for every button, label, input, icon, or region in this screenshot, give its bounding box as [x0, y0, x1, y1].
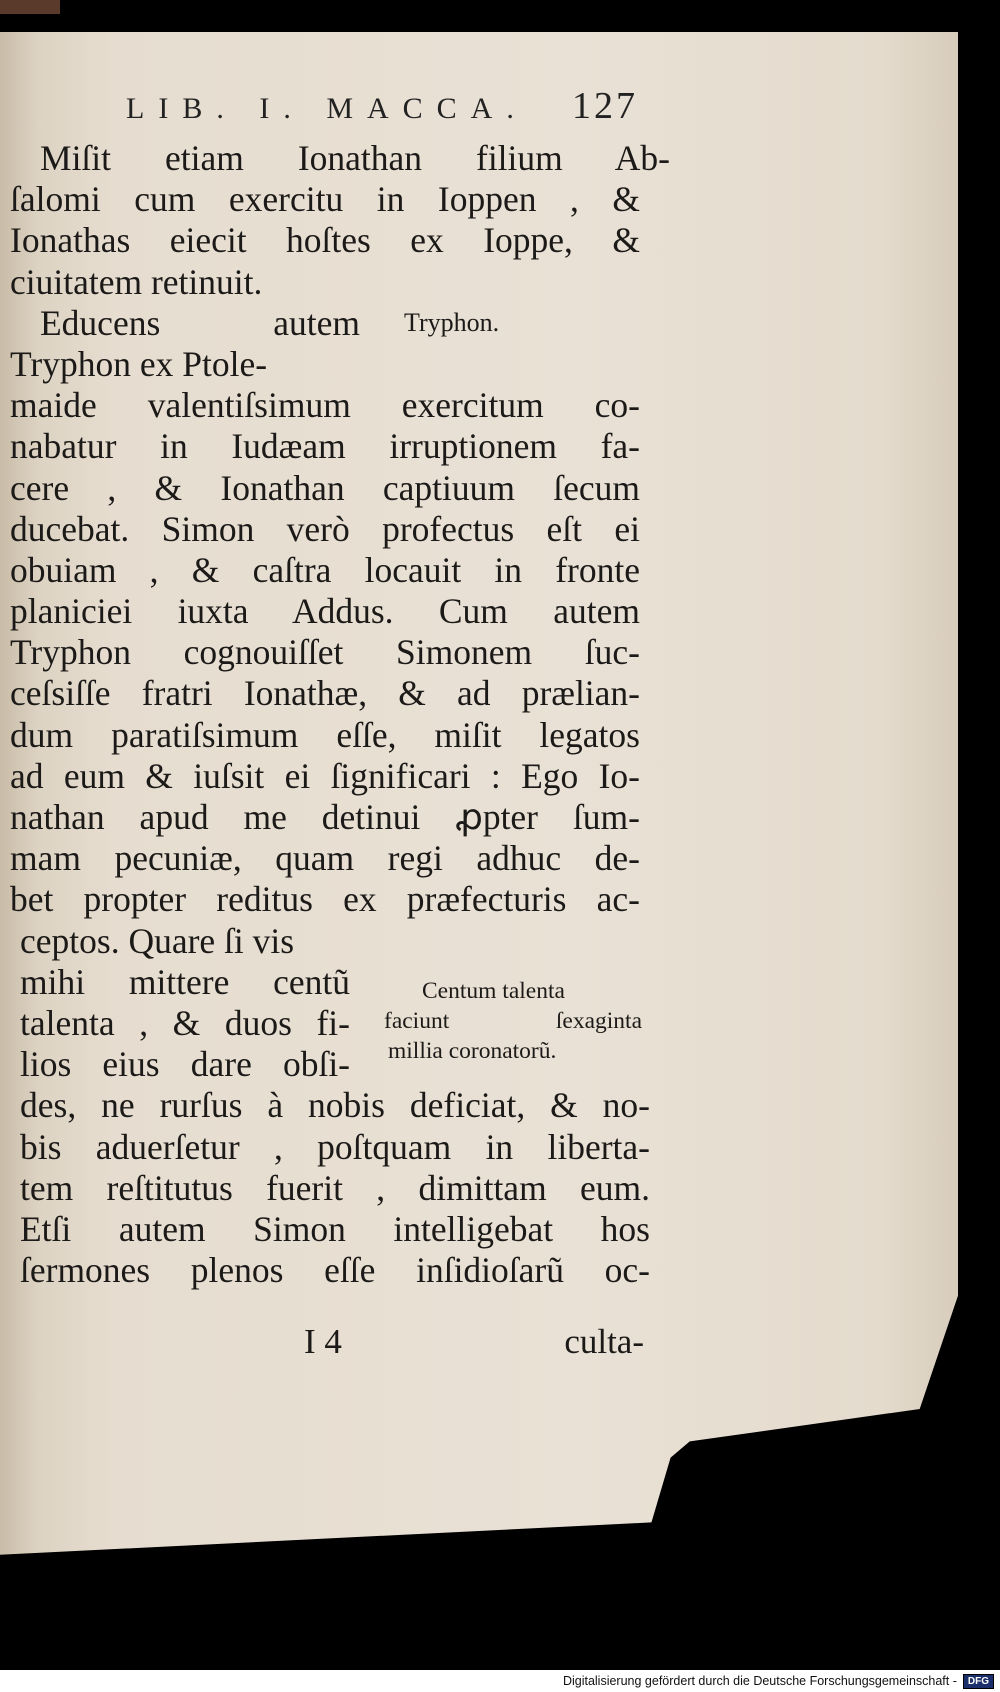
text-line: dum paratiſsimum eſſe, miſit legatos	[10, 714, 640, 755]
text-line: ciuitatem retinuit.	[10, 261, 263, 302]
text-line: ducebat. Simon verò profectus eſt ei	[10, 508, 640, 549]
text-line: maide valentiſsimum exercitum co-	[10, 385, 640, 426]
text-line: ceſsiſſe fratri Ionathæ, & ad prælian-	[10, 673, 640, 714]
text-line: ſalomi cum exercitu in Ioppen , &	[10, 179, 640, 220]
marginal-note-talenta	[384, 976, 644, 1066]
footer-credit: Digitalisierung gefördert durch die Deutsche Forschungsgemeinschaft -	[562, 1674, 957, 1688]
text-line: tem reſtitutus fuerit , dimittam eum.	[20, 1167, 650, 1208]
text-line: planiciei iuxta Addus. Cum autem	[10, 591, 640, 632]
main-text	[10, 138, 670, 1291]
text-line: Ionathas eiecit hoſtes ex Ioppe, &	[10, 220, 640, 261]
text-line: bet propter reditus ex præfecturis ac-	[10, 879, 640, 920]
text-line: bis aduerſetur , poſtquam in liberta-	[20, 1126, 650, 1167]
text-line: nabatur in Iudæam irruptionem fa-	[10, 426, 640, 467]
text-line: nathan apud me detinui ꝓpter ſum-	[10, 797, 640, 837]
marginal-line: faciunt ſexaginta	[384, 1008, 642, 1034]
running-head	[126, 84, 638, 128]
dfg-logo: DFG	[963, 1674, 994, 1689]
signature-mark: I 4	[304, 1322, 342, 1361]
text-line: Etſi autem Simon intelligebat hos	[20, 1208, 650, 1249]
text-line: lios eius dare obſi-	[20, 1044, 350, 1085]
text-line: mihi mittere centũ	[20, 961, 350, 1002]
text-line: ad eum & iuſsit ei ſignificari : Ego Io-	[10, 755, 640, 796]
marginal-note-tryphon: Tryphon.	[404, 308, 500, 337]
text-line: Educens autem	[40, 302, 360, 343]
digitization-footer	[0, 1670, 1000, 1692]
text-line: Miſit etiam Ionathan filium Ab-	[40, 138, 670, 178]
text-line: des, ne rurſus à nobis deficiat, & no-	[20, 1085, 650, 1126]
text-line: ceptos. Quare ſi vis	[20, 920, 295, 961]
text-line: cere , & Ionathan captiuum ſecum	[10, 467, 640, 508]
text-line: Tryphon ex Ptole-	[10, 343, 268, 384]
text-line: Tryphon cognouiſſet Simonem ſuc-	[10, 632, 640, 673]
running-title: LIB. I. MACCA.	[126, 92, 528, 125]
text-line: mam pecuniæ, quam regi adhuc de-	[10, 838, 640, 879]
text-line: obuiam , & caſtra locauit in fronte	[10, 549, 640, 590]
text-line: talenta , & duos fi-	[20, 1002, 350, 1043]
page-number: 127	[572, 85, 638, 127]
binding-edge	[0, 0, 60, 14]
marginal-line: millia coronatorũ.	[388, 1038, 557, 1064]
text-line: ſermones plenos eſſe inſidioſarũ oc-	[20, 1250, 650, 1291]
marginal-line: Centum talenta	[422, 978, 565, 1004]
catchword: culta-	[564, 1322, 644, 1361]
